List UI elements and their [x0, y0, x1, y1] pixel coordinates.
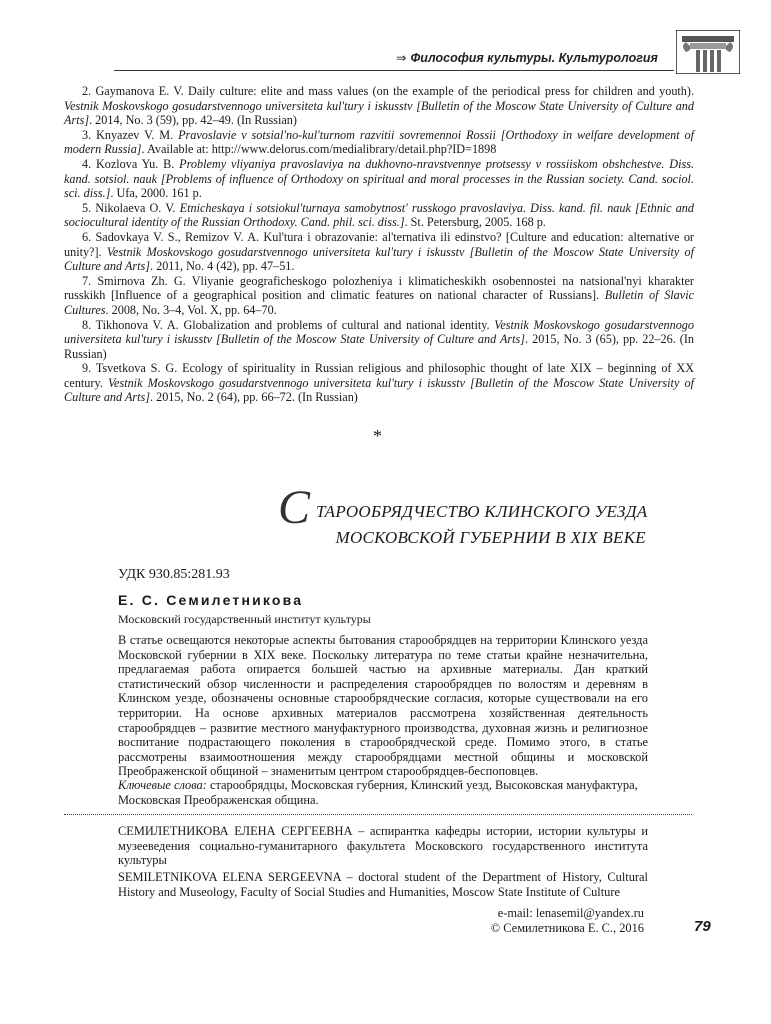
dotted-divider [64, 814, 692, 815]
running-header [0, 0, 771, 72]
author-bio-en: SEMILETNIKOVA ELENA SERGEEVNA – doctoral student of the Department of History, Cultural History and Museology, Faculty of Social Studies and Humanities, Moscow State Institute of Culture [118, 870, 648, 899]
reference-text: 2. Gaymanova E. V. Daily culture: elite and mass values (on the example of the periodical press for children and youth). [82, 84, 694, 98]
author-email: e-mail: lenasemil@yandex.ru [497, 906, 644, 920]
reference-source: Vestnik Moskovskogo gosudarstvennogo universiteta kul'tury i iskusstv [Bulletin of the Moscow State University of Culture and Arts] [64, 375, 694, 405]
reference-item [64, 128, 694, 157]
reference-item [64, 230, 694, 274]
reference-source: Vestnik Moskovskogo gosudarstvennogo universiteta kul'tury i iskusstv [Bulletin of the Moscow State University of Culture and Arts] [64, 98, 694, 128]
reference-source: Problemy vliyaniya pravoslaviya na dukhovno-nravstvennye protsessy v rossiiskom obshchestve. Diss. kand. sotsiol. nauk [Problems of influence of Orthodoxy on spiritual and moral processes in the Russian society. Cand. sociol. sci. diss.] [64, 156, 694, 201]
column-capital-icon [676, 30, 740, 74]
keywords [118, 778, 648, 807]
reference-source: Etnicheskaya i sotsiokul'turnaya samobytnost' russkogo pravoslaviya. Diss. kand. fil. nauk [Ethnic and sociocultural identity of the Russian Orthodoxy. Cand. phil. sci. diss.] [64, 200, 694, 230]
title-line-2: МОСКОВСКОЙ ГУБЕРНИИ В XIX ВЕКЕ [335, 528, 646, 547]
reference-item [64, 274, 694, 318]
header-rule [114, 70, 674, 71]
title-line-1: ТАРООБРЯДЧЕСТВО КЛИНСКОГО УЕЗДА [316, 502, 648, 521]
abstract: В статье освещаются некоторые аспекты бытования старообрядцев на территории Клинского уезда Московской губернии в XIX веке. Поскольку литература по теме статьи крайне незначительна, предлагаемая работа опирается большей частью на архивные материалы. Дан краткий статистический обзор численности и распределения старообрядцев по волостям и деревням в Клинском уезде, обозначены основные старообрядческие согласия, которые существовали на его территории. На основе архивных материалов рассмотрена хозяйственная деятельность старообрядцев – развитие местного мануфактурного производства, духовная жизнь и религиозное воспитание подрастающего поколения в старообрядческой среде. Помимо этого, в статье рассмотрены взаимоотношения между старообрядцами местной общины и московской Преображенской общиной – знаменитым центром старообрядцев-беспоповцев. [118, 633, 648, 779]
reference-details: . 2015, No. 3 (65), pp. 22–26. (In Russian) [64, 332, 694, 361]
section-title [396, 50, 658, 65]
reference-details: . St. Petersburg, 2005. 168 p. [404, 215, 546, 230]
reference-text: 8. Tikhonova V. A. Globalization and problems of cultural and national identity. [82, 317, 495, 332]
section-separator: * [373, 426, 382, 446]
udk-code: УДК 930.85:281.93 [118, 567, 230, 582]
arrow-icon: ⇒ [396, 51, 407, 65]
reference-details: . Ufa, 2000. 161 p. [110, 186, 202, 201]
reference-text: 9. Tsvetkova S. G. Ecology of spirituality in Russian religious and philosophic thought of late XIX – beginning of XX century. [64, 361, 694, 390]
reference-item [64, 361, 694, 405]
reference-text: 6. Sadovkaya V. S., Remizov V. A. Kul'tura i obrazovanie: al'ternativa ili edinstvo? [Culture and education: alternative or unity?]. [64, 229, 694, 259]
reference-text: 5. Nikolaeva O. V. [82, 200, 180, 215]
reference-source: Bulletin of Slavic Cultures [64, 288, 694, 317]
reference-item [64, 201, 694, 230]
reference-source: Pravoslavie v sotsial'no-kul'turnom razvitii sovremennoi Rossii [Orthodoxy in welfare development of modern Russia] [64, 127, 695, 157]
author-bio-ru: СЕМИЛЕТНИКОВА ЕЛЕНА СЕРГЕЕВНА – аспирантка кафедры истории, истории культуры и музееведения социально-гуманитарного факультета Московского государственного института культуры [118, 824, 648, 868]
reference-list [64, 84, 694, 405]
reference-details: . 2008, No. 3–4, Vol. X, pp. 64–70. [105, 302, 277, 317]
reference-source: Vestnik Moskovskogo gosudarstvennogo universiteta kul'tury i iskusstv [Bulletin of the Moscow State University of Culture and Arts] [64, 244, 694, 274]
section-title-text: Философия культуры. Культурология [410, 51, 658, 65]
reference-source: Vestnik Moskovskogo gosudarstvennogo universiteta kul'tury i iskusstv [Bulletin of the Moscow State University of Culture and Arts] [64, 317, 694, 347]
reference-item [64, 318, 694, 362]
page-number: 79 [694, 918, 711, 935]
reference-details: . Available at: http://www.delorus.com/medialibrary/detail.php?ID=1898 [141, 142, 497, 157]
author-name: Е. С. Семилетникова [118, 592, 304, 608]
reference-text: 3. Knyazev V. M. [82, 127, 179, 142]
copyright: © Семилетникова Е. С., 2016 [490, 921, 644, 935]
reference-details: . 2014, No. 3 (59), pp. 42–49. (In Russian) [89, 113, 297, 128]
reference-item [64, 84, 694, 128]
reference-text: 7. Smirnova Zh. G. Vliyanie geograficheskogo polozheniya i klimaticheskikh osobennostei na natsional'nyi kharakter russkikh [Influence of a geographical position and climatic features on national character of Russians]. [64, 273, 694, 303]
reference-details: . 2015, No. 2 (64), pp. 66–72. (In Russian) [150, 390, 358, 405]
author-affiliation: Московский государственный институт культуры [118, 612, 371, 626]
reference-details: . 2011, No. 4 (42), pp. 47–51. [150, 259, 295, 274]
keywords-text: старообрядцы, Московская губерния, Клинский уезд, Высоковская мануфактура, Московская Преображенская община. [118, 778, 638, 807]
keywords-label: Ключевые слова: [118, 778, 207, 792]
reference-text: 4. Kozlova Yu. B. [82, 156, 180, 171]
reference-item [64, 157, 694, 201]
title-initial: С [278, 481, 311, 534]
